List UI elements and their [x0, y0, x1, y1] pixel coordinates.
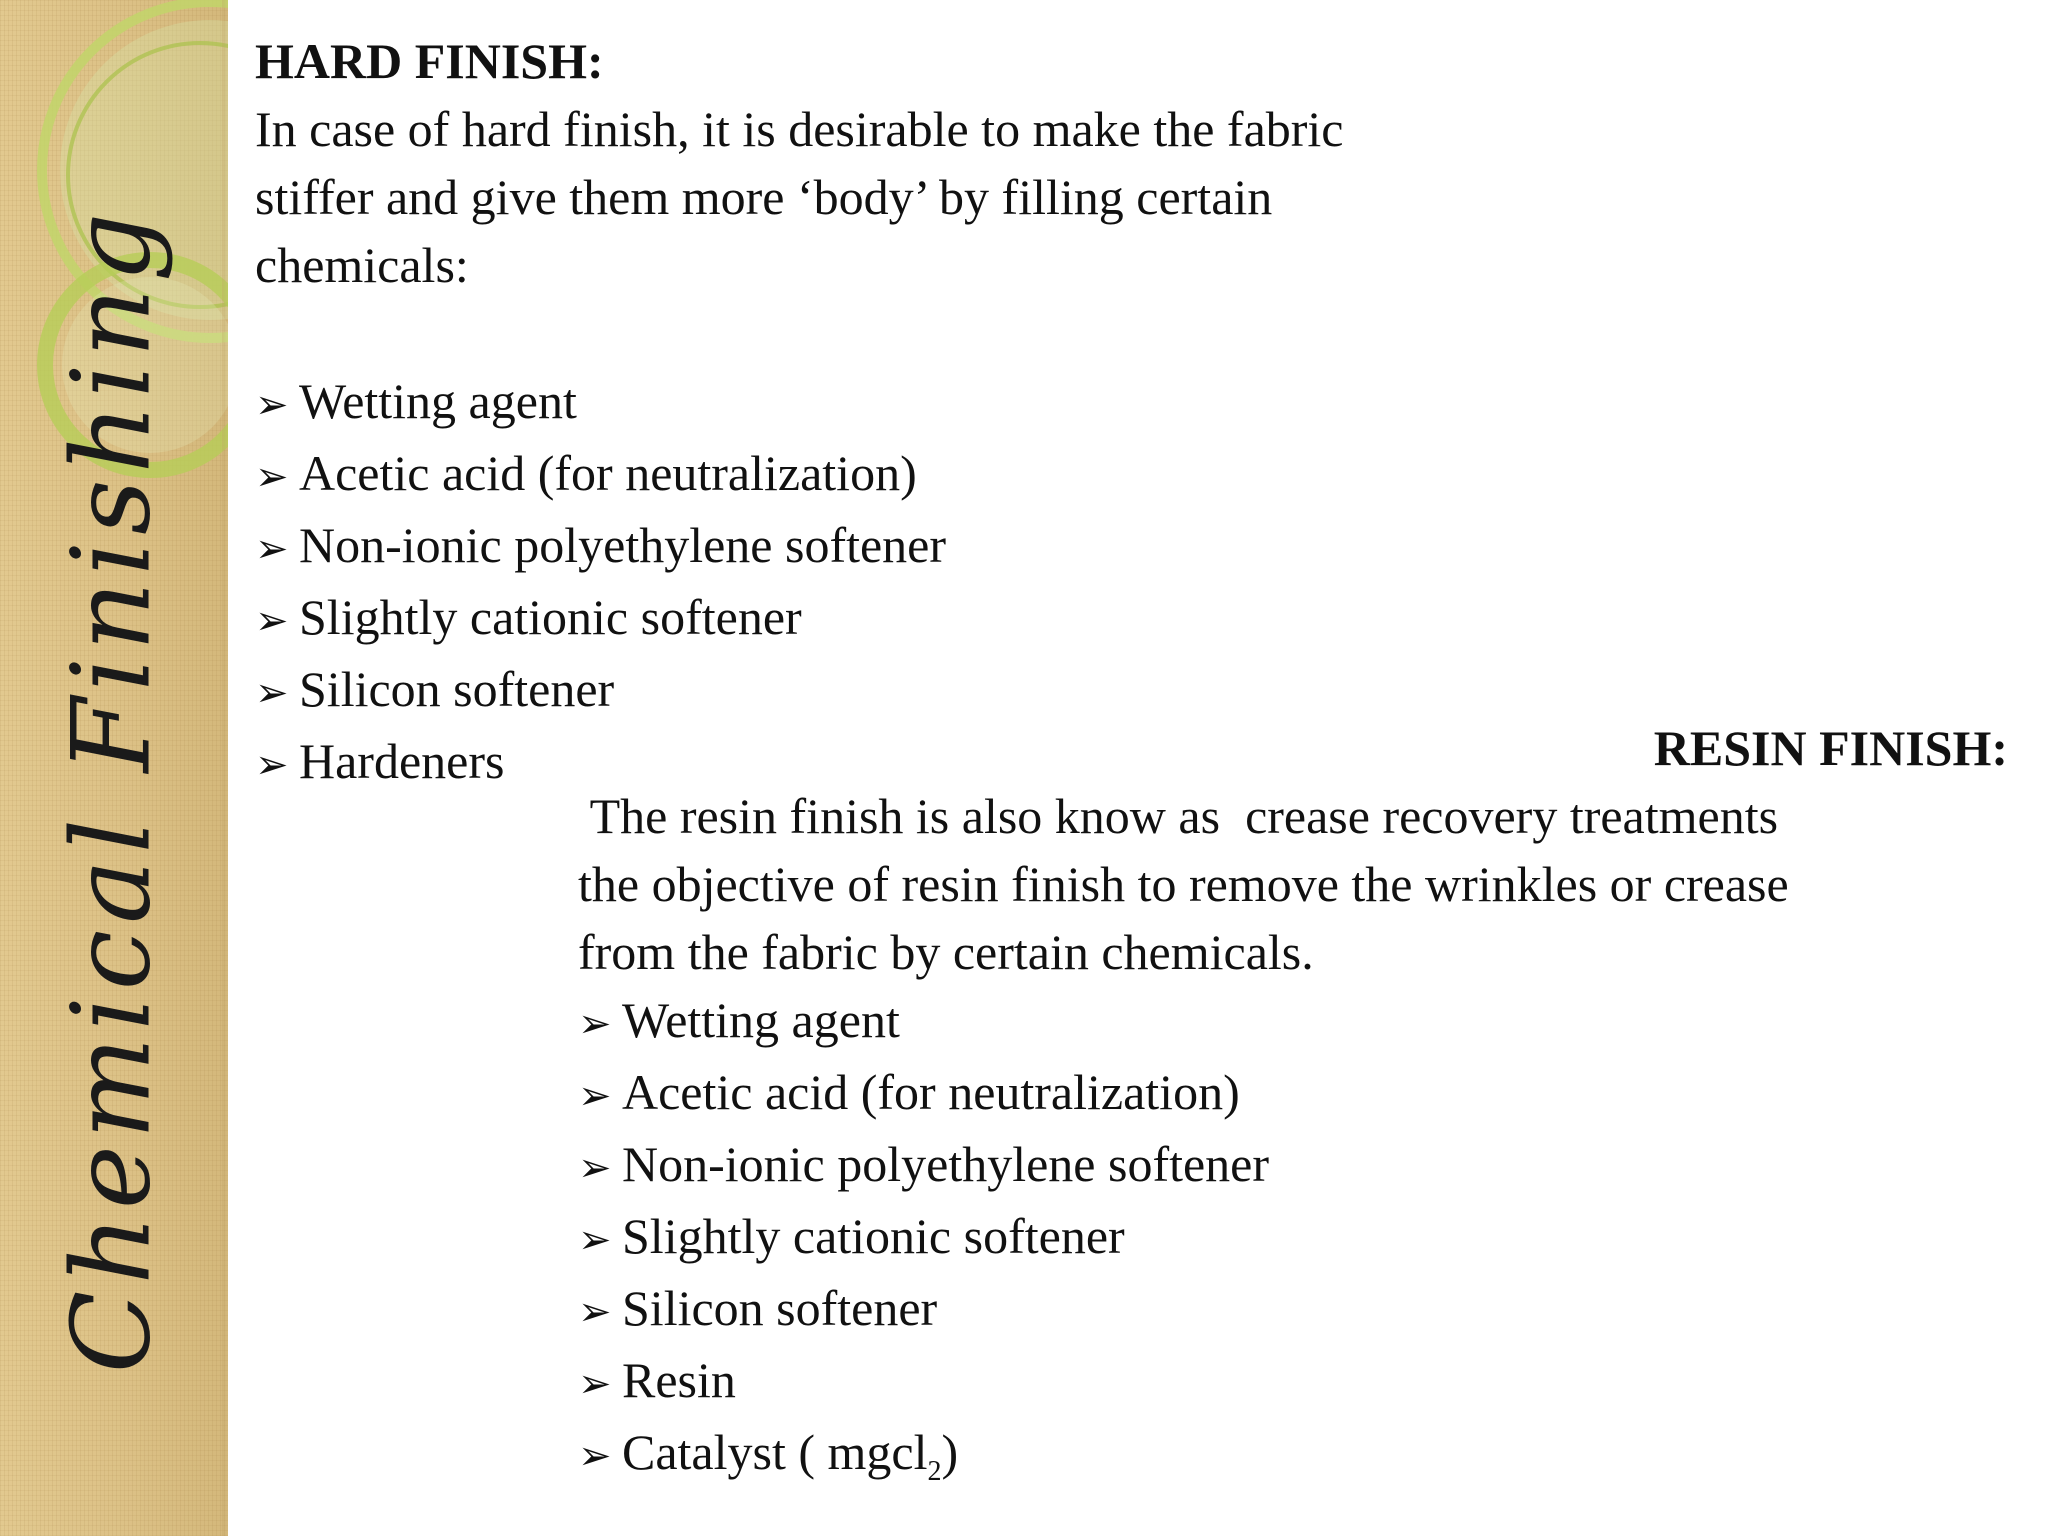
- resin-finish-list-item: [578, 986, 1789, 1058]
- sidebar-title: Chemical Finishing: [49, 206, 175, 1374]
- arrowhead-bullet-icon: ➢: [255, 598, 289, 644]
- list-item-text: Slightly cationic softener: [622, 1208, 1125, 1264]
- list-item-text: Slightly cationic softener: [299, 589, 802, 645]
- hard-finish-list-item: [255, 583, 1344, 655]
- hard-finish-heading: HARD FINISH:: [255, 33, 604, 89]
- resin-finish-list-item: [578, 1202, 1789, 1274]
- resin-finish-list-item: [578, 1274, 1789, 1346]
- hard-finish-list-item: [255, 439, 1344, 511]
- resin-finish-intro-line: the objective of resin finish to remove the wrinkles or crease: [578, 856, 1789, 912]
- list-item-text: Non-ionic polyethylene softener: [622, 1136, 1270, 1192]
- arrowhead-bullet-icon: ➢: [578, 1289, 612, 1335]
- arrowhead-bullet-icon: ➢: [255, 742, 289, 788]
- sidebar-panel: [0, 0, 228, 1536]
- arrowhead-bullet-icon: ➢: [578, 1001, 612, 1047]
- hard-finish-section: [255, 27, 1344, 799]
- sidebar-edge: [222, 0, 228, 1536]
- list-item-text: Wetting agent: [299, 373, 577, 429]
- list-item-text: Acetic acid (for neutralization): [622, 1064, 1240, 1120]
- arrowhead-bullet-icon: ➢: [255, 454, 289, 500]
- hard-finish-intro-line: In case of hard finish, it is desirable to make the fabric: [255, 101, 1344, 157]
- catalyst-subscript: 2: [927, 1456, 942, 1487]
- resin-finish-intro-line: from the fabric by certain chemicals.: [578, 924, 1314, 980]
- arrowhead-bullet-icon: ➢: [255, 382, 289, 428]
- list-item-text: Hardeners: [299, 733, 505, 789]
- arrowhead-bullet-icon: ➢: [578, 1217, 612, 1263]
- arrowhead-bullet-icon: ➢: [578, 1361, 612, 1407]
- list-item-text: Silicon softener: [299, 661, 615, 717]
- list-item-text: Wetting agent: [622, 992, 900, 1048]
- list-item-text: Silicon softener: [622, 1280, 938, 1336]
- hard-finish-intro-line: stiffer and give them more ‘body’ by filling certain: [255, 169, 1273, 225]
- hard-finish-intro-line: chemicals:: [255, 237, 469, 293]
- catalyst-suffix: ): [941, 1424, 959, 1480]
- resin-finish-heading: RESIN FINISH:: [1653, 720, 2008, 776]
- resin-finish-list-item: [578, 1130, 1789, 1202]
- resin-finish-list-item: [578, 1346, 1789, 1418]
- hard-finish-list-item: [255, 367, 1344, 439]
- resin-finish-heading-block: [1654, 714, 2008, 782]
- resin-finish-section: [578, 782, 1789, 1490]
- resin-finish-list-item-catalyst: [578, 1418, 1789, 1490]
- arrowhead-bullet-icon: ➢: [578, 1145, 612, 1191]
- list-item-text: Acetic acid (for neutralization): [299, 445, 917, 501]
- arrowhead-bullet-icon: ➢: [578, 1433, 612, 1479]
- hard-finish-list-item: [255, 511, 1344, 583]
- list-item-text: Non-ionic polyethylene softener: [299, 517, 947, 573]
- arrowhead-bullet-icon: ➢: [578, 1073, 612, 1119]
- arrowhead-bullet-icon: ➢: [255, 526, 289, 572]
- resin-finish-list-item: [578, 1058, 1789, 1130]
- arrowhead-bullet-icon: ➢: [255, 670, 289, 716]
- resin-finish-intro-line: The resin finish is also know as crease recovery treatments: [578, 788, 1779, 844]
- spacer: [255, 299, 1344, 367]
- catalyst-prefix: Catalyst ( mgcl: [622, 1424, 928, 1480]
- hard-finish-list-item: [255, 655, 1344, 727]
- list-item-text: Resin: [622, 1352, 736, 1408]
